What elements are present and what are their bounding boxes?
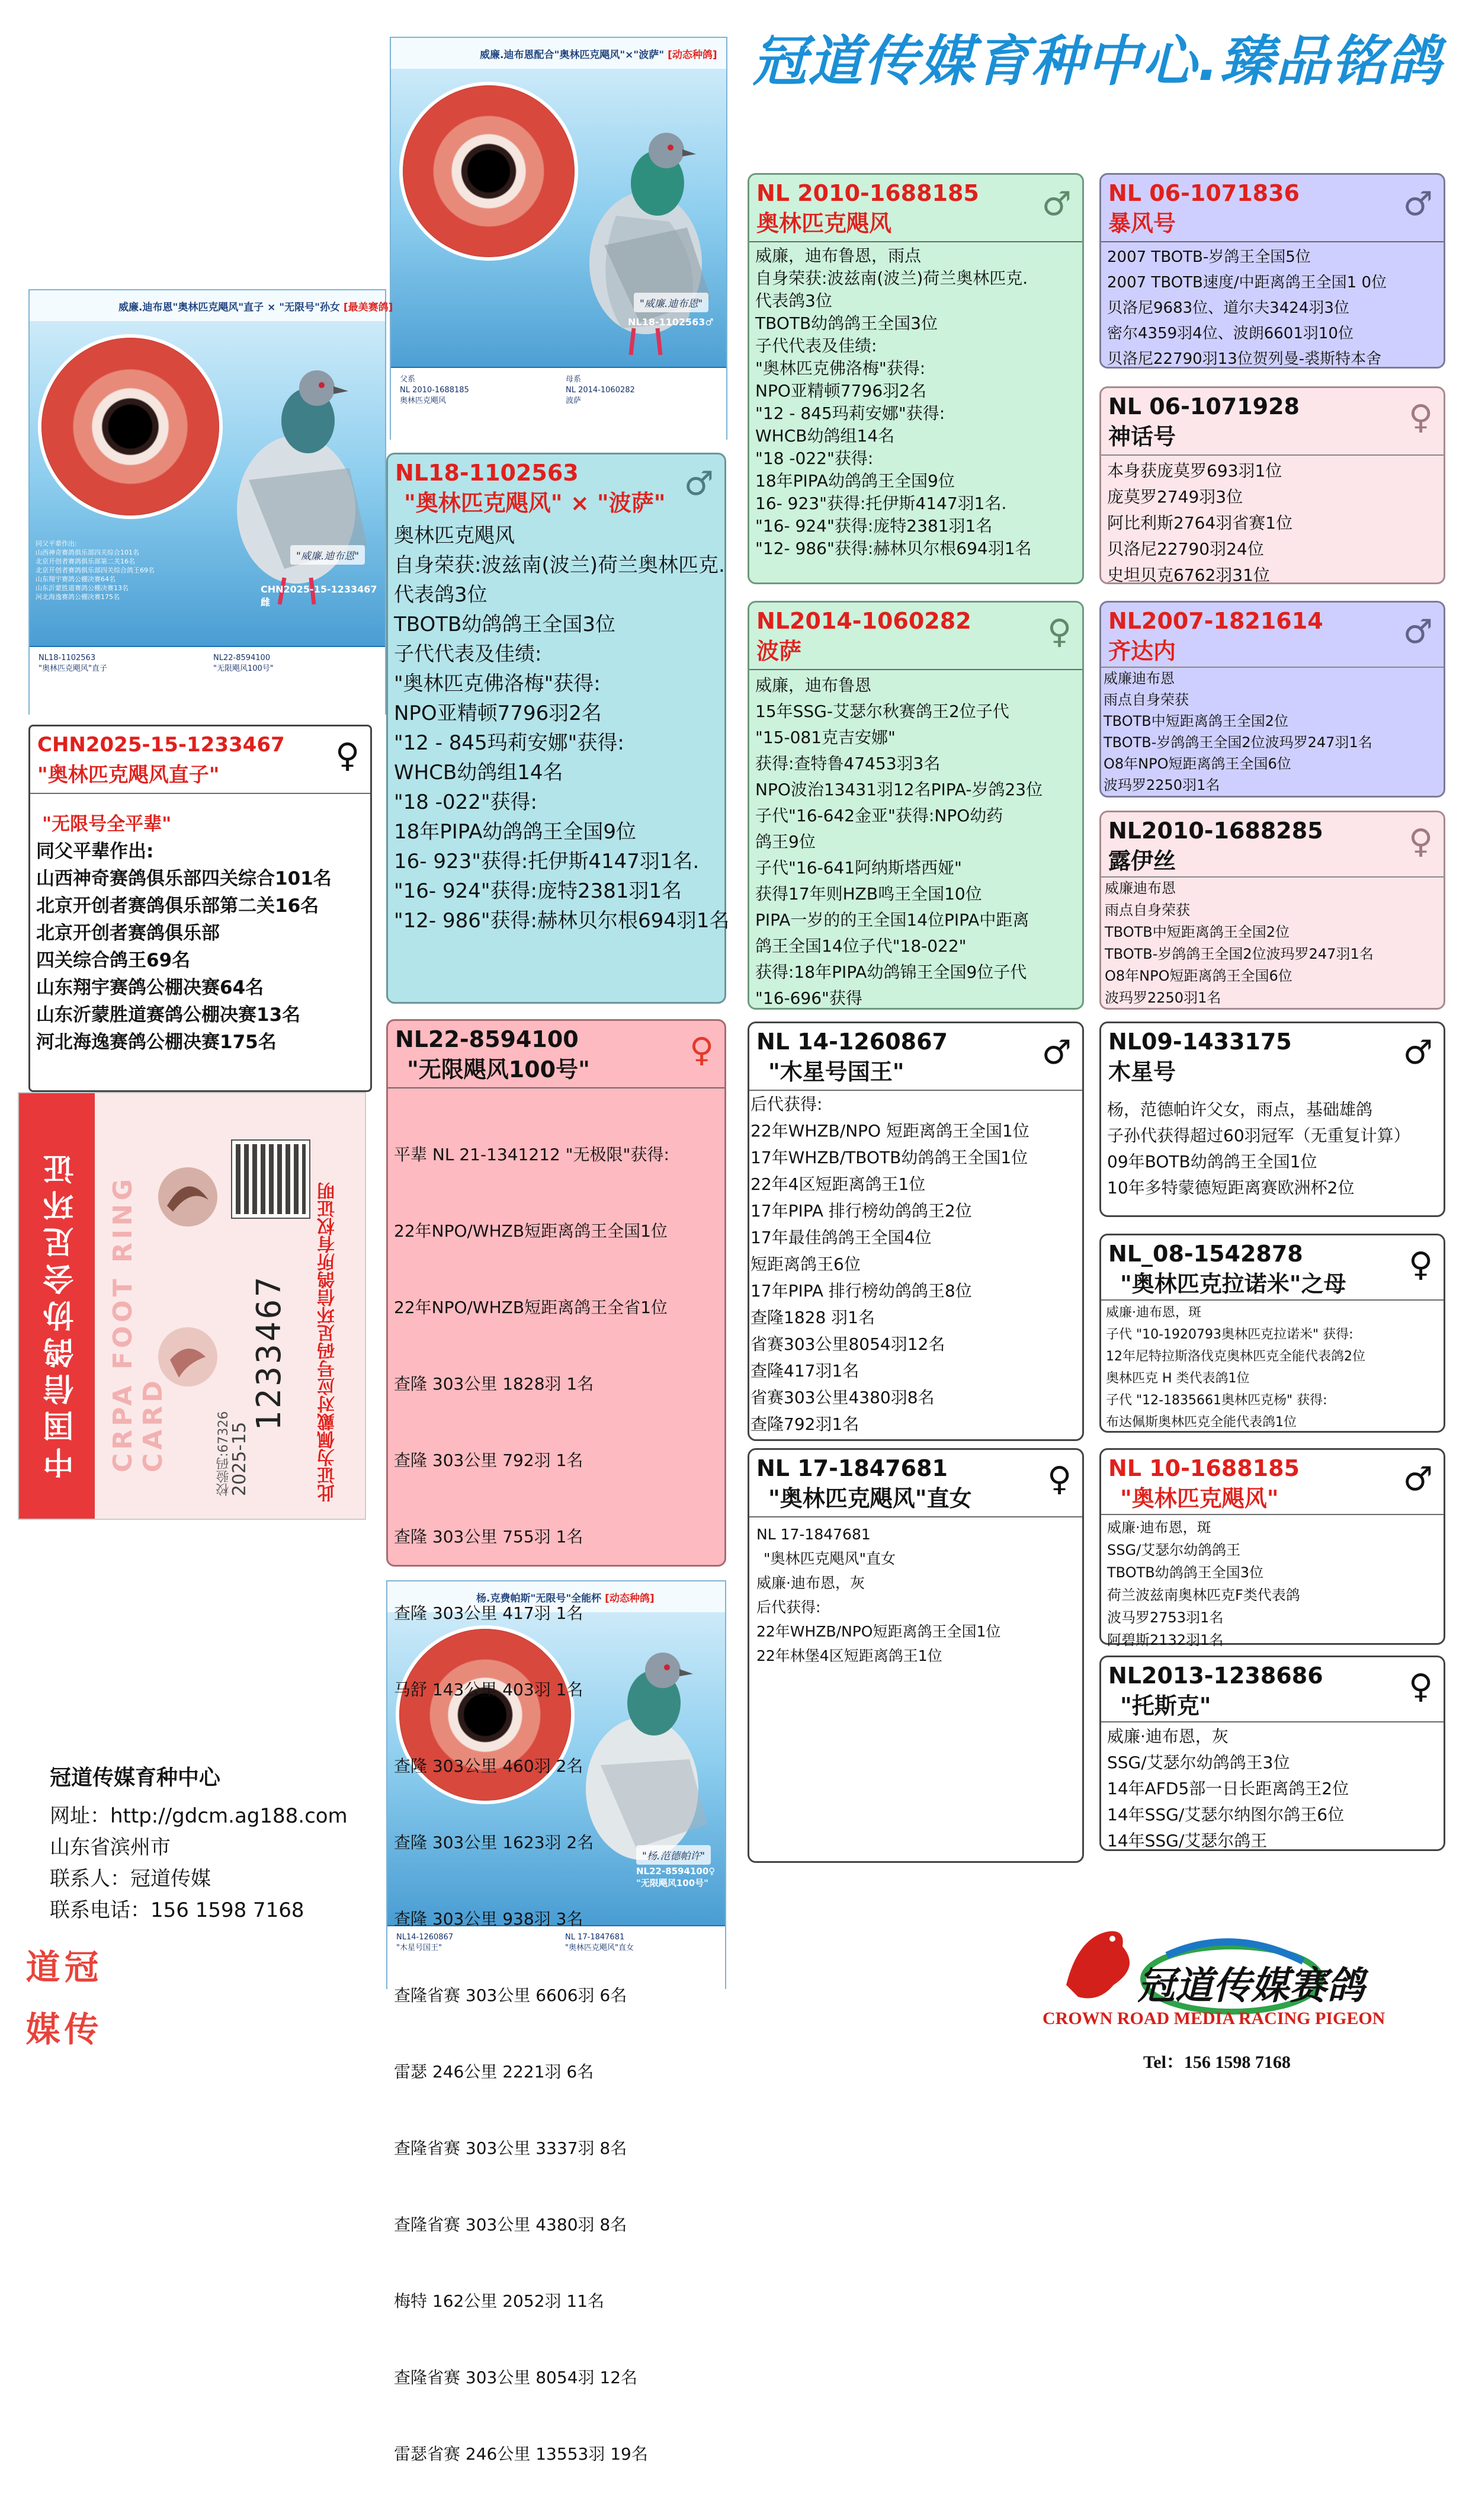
pedigree-box-nl08-1542878	[1099, 1234, 1445, 1433]
box-body: 后代获得: 22年WHZB/NPO 短距离鸽王全国1位 17年WHZB/TBOTB幼鸽鸽王全国1位 22年4区短距离鸽王1位 17年PIPA 排行榜幼鸽鸽王2位 17年最佳鸽鸽王全国4位 短距离鸽王6位 17年PIPA 排行榜幼鸽鸽王8位 查隆1828 羽1名 省赛303公里8054羽12名 查隆417羽1名 省赛303公里4380羽8名 查隆792羽1名	[750, 1094, 1029, 1434]
box-header	[30, 726, 370, 794]
pigeon-name: "奥林匹克飓风" × "波萨"	[404, 490, 666, 516]
pedigree-box-nl2013-1238686	[1099, 1656, 1445, 1851]
male-icon: ♂	[684, 465, 714, 503]
female-icon: ♀	[1408, 822, 1433, 861]
box-header	[1101, 603, 1444, 667]
male-icon: ♂	[1403, 613, 1433, 651]
box-header	[388, 1021, 724, 1088]
seal-char: 媒	[25, 2009, 60, 2050]
male-icon: ♂	[1403, 185, 1433, 223]
box-header	[749, 175, 1082, 242]
crpa-emblem-icon	[155, 1164, 220, 1229]
foot-ring-card	[18, 1092, 366, 1520]
ring-number: NL 17-1847681	[756, 1455, 948, 1481]
ring-number: NL_08-1542878	[1108, 1241, 1303, 1267]
seal-char: 冠	[64, 1947, 99, 1987]
pigeon-image	[213, 361, 379, 610]
ring-number: NL2007-1821614	[1108, 608, 1323, 634]
box-header	[749, 603, 1082, 670]
photo-ring-number: NL22-8594100♀ "无限飓风100号"	[636, 1866, 716, 1888]
photo-panel-right: 母系 NL 2014-1060282 波萨	[566, 375, 635, 405]
ring-card-note: 此证为佩戴对应号码足环信鸽所有权证明	[317, 1182, 338, 1502]
ring-card-number: 1233467	[250, 1274, 288, 1431]
box-body: 威廉迪布恩 雨点自身荣获 TBOTB中短距离鸽王全国2位 TBOTB-岁鸽鸽王全国2位波玛罗247羽1名 O8年NPO短距离鸽王全国6位 波玛罗2250羽1名	[1101, 667, 1444, 796]
pigeon-logo-icon	[155, 1324, 220, 1389]
pedigree-box-nl2014-1060282	[748, 601, 1084, 1010]
contact-website: 网址：http://gdcm.ag188.com	[50, 1804, 348, 1828]
box-header	[1101, 175, 1444, 242]
pedigree-box-nl06-1071928	[1099, 386, 1445, 584]
seal-char: 传	[64, 2009, 99, 2050]
male-icon: ♂	[1041, 185, 1072, 223]
pigeon-eye-image	[41, 338, 219, 515]
ring-number: CHN2025-15-1233467	[37, 733, 285, 757]
ring-number: NL 10-1688185	[1108, 1455, 1300, 1481]
brand-logo	[1043, 1914, 1445, 2074]
ring-number: NL2010-1688285	[1108, 818, 1323, 844]
qr-code-icon	[232, 1141, 309, 1218]
contact-address: 山东省滨州市	[50, 1836, 171, 1859]
photo-caption: "威廉.迪布恩"	[634, 293, 708, 312]
contact-block	[50, 1763, 370, 1926]
seal-char: 道	[25, 1947, 60, 1987]
ring-number: NL 14-1260867	[756, 1029, 948, 1055]
box-header	[749, 1023, 1082, 1091]
pigeon-name: 奥林匹克飓风	[756, 210, 892, 236]
ring-card-pwd: 校验码:67326	[216, 1411, 231, 1496]
contact-person: 联系人：冠道传媒	[50, 1867, 211, 1891]
contact-phone: 联系电话：156 1598 7168	[50, 1898, 304, 1922]
box-header	[1101, 1657, 1444, 1722]
pigeon-name: 波萨	[756, 638, 802, 664]
photo-panel-left: NL14-1260867 "木星号国王"	[396, 1933, 454, 1952]
photo-panel-left: 父系 NL 2010-1688185 奥林匹克飓风	[400, 375, 469, 405]
photo-panel-left: NL18-1102563 "奥林匹克飓风"直子	[39, 654, 107, 673]
photo-strip-title: 威廉.迪布恩"奥林匹克飓风"直子 × "无限号"孙女 [最美赛鸽]	[30, 290, 385, 321]
photo-caption: "杨.范德帕许"	[636, 1845, 711, 1865]
male-icon: ♂	[1041, 1033, 1072, 1072]
box-body: 本身获庞莫罗693羽1位 庞莫罗2749羽3位 阿比利斯2764羽省赛1位 贝洛尼22790羽24位 史坦贝克6762羽31位	[1101, 454, 1444, 591]
box-body: 奥林匹克飓风 自身荣获:波兹南(波兰)荷兰奥林匹克. 代表鸽3位 TBOTB幼鸽鸽王全国3位 子代代表及佳绩: "奥林匹克佛洛梅"获得: NPO亚精顿7796羽2名 "12 - 845玛莉安娜"获得: WHCB幼鸽组14名 "18 -022"获得: 18年PIPA幼鸽鸽王全国9位 16- 923"获得:托伊斯4147羽1名. "16- 924"获得:庞特2381羽1名 "12- 986"获得:赫林贝尔根694羽1名	[394, 524, 730, 933]
box-header	[1101, 1235, 1444, 1301]
brand-english: CROWN ROAD MEDIA RACING PIGEON	[1043, 2009, 1385, 2028]
pigeon-name: "托斯克"	[1120, 1693, 1211, 1719]
female-icon: ♀	[1408, 1667, 1433, 1706]
box-body: 2007 TBOTB-岁鸽王全国5位 2007 TBOTB速度/中距离鸽王全国1 0位 贝洛尼9683位、道尔夫3424羽3位 密尔4359羽4位、波朗6601羽10位 贝洛尼22790羽13位贺列曼-裘斯特本舍	[1107, 248, 1387, 368]
photo-ring-number: CHN2025-15-1233467雌	[261, 584, 377, 608]
pigeon-name: "奥林匹克飓风直子"	[37, 763, 220, 787]
photo-left-text: 同父平辈作出: 山西神奇赛鸽俱乐部四关综合101名 北京开创者赛鸽俱乐部第二关16名 北京开创者赛鸽俱乐部四关综合鸽王69名 山东翔宇赛鸽公棚决赛64名 山东沂蒙胜道赛鸽公棚决赛13名 河北海逸赛鸽公棚决赛175名	[36, 540, 155, 601]
box-body: "无限号全平辈" 同父平辈作出: 山西神奇赛鸽俱乐部四关综合101名 北京开创者赛鸽俱乐部第二关16名 北京开创者赛鸽俱乐部 四关综合鸽王69名 山东翔宇赛鸽公棚决赛64名 山东沂蒙胜道赛鸽公棚决赛13名 河北海逸赛鸽公棚决赛175名	[36, 814, 332, 1053]
pigeon-eye-image	[403, 85, 575, 257]
pigeon-name: 神话号	[1108, 424, 1176, 450]
pigeon-name: 木星号	[1108, 1059, 1176, 1085]
red-seal-stamp	[24, 1938, 101, 2062]
box-header	[1101, 388, 1444, 454]
pedigree-box-chn2025-15-1233467	[28, 725, 372, 1092]
box-header	[1101, 812, 1444, 876]
photo-ring-number: NL18-1102563♂	[628, 316, 714, 328]
box-body: 威廉·迪布恩，斑 SSG/艾瑟尔幼鸽鸽王 TBOTB幼鸽鸽王全国3位 荷兰波兹南奥林匹克F类代表鸽 波马罗2753羽1名 阿碧斯2132羽1名	[1107, 1519, 1300, 1648]
pedigree-box-nl2010-1688185	[748, 173, 1084, 584]
male-icon: ♂	[1403, 1460, 1433, 1498]
pigeon-name: "奥林匹克飓风"直女	[768, 1485, 972, 1512]
pigeon-name: 露伊丝	[1108, 848, 1176, 874]
pedigree-box-nl2010-1688285	[1099, 811, 1445, 1010]
pedigree-box-nl2007-1821614	[1099, 601, 1445, 798]
box-body: 杨，范德帕许父女，雨点，基础雄鸽 子孙代获得超过60羽冠军（无重复计算） 09年BOTB幼鸽鸽王全国1位 10年多特蒙德短距离赛欧洲杯2位	[1107, 1100, 1410, 1197]
ring-number: NL 06-1071836	[1108, 180, 1300, 206]
box-header	[1101, 1450, 1444, 1515]
pigeon-name: "奥林匹克拉诺米"之母	[1120, 1271, 1346, 1297]
ring-number: NL 2010-1688185	[756, 180, 979, 206]
ring-number: NL09-1433175	[1108, 1029, 1292, 1055]
pedigree-box-nl17-1847681	[748, 1448, 1084, 1863]
female-icon: ♀	[1047, 613, 1072, 651]
box-body: 威廉，迪布鲁恩，雨点 自身荣获:波兹南(波兰)荷兰奥林匹克. 代表鸽3位 TBOTB幼鸽鸽王全国3位 子代代表及佳绩: "奥林匹克佛洛梅"获得: NPO亚精顿7796羽2名 "12 - 845玛莉安娜"获得: WHCB幼鸽组14名 "18 -022"获得: 18年PIPA幼鸽鸽王全国9位 16- 923"获得:托伊斯4147羽1名. "16- 924"获得:庞特2381羽1名 "12- 986"获得:赫林贝尔根694羽1名	[755, 246, 1032, 558]
contact-title: 冠道传媒育种中心	[50, 1766, 221, 1790]
ring-number: NL22-8594100	[395, 1026, 579, 1052]
photo-strip-title: 杨.克费帕斯"无限号"全能杯 [动态种鸽]	[387, 1581, 725, 1612]
ring-number: NL 06-1071928	[1108, 393, 1300, 420]
pigeon-name: 暴风号	[1108, 210, 1176, 236]
box-body: NL 17-1847681 "奥林匹克飓风"直女 威廉·迪布恩，灰 后代获得: 22年WHZB/NPO短距离鸽王全国1位 22年林堡4区短距离鸽王1位	[756, 1526, 1001, 1664]
pedigree-box-nl09-1433175	[1099, 1022, 1445, 1217]
brand-tel: Tel：156 1598 7168	[1143, 2052, 1291, 2072]
ring-card-title: 中国信鸽协会足环证	[44, 1148, 79, 1478]
box-body: 平辈 NL 21-1341212 "无极限"获得: 22年NPO/WHZB短距离鸽王全国1位 22年NPO/WHZB短距离鸽王全省1位 查隆 303公里 1828羽 1名 查隆 303公里 792羽 1名 查隆 303公里 755羽 1名 查隆 303公里 417羽 1名 马舒 143公里 403羽 1名 查隆 303公里 460羽 2名 查隆 303公里 1623羽 2名 查隆 303公里 938羽 3名 查隆省赛 303公里 6606羽 6名 雷瑟 246公里 2221羽 6名 查隆省赛 303公里 3337羽 8名 查隆省赛 303公里 4380羽 8名 梅特 162公里 2052羽 11名 查隆省赛 303公里 8054羽 12名 雷瑟省赛 246公里 13553羽 19名	[394, 1145, 669, 2464]
pedigree-photo-left	[28, 289, 393, 715]
ring-number: NL2013-1238686	[1108, 1663, 1323, 1689]
box-body: 威廉·迪布恩，斑 子代 "10-1920793奥林匹克拉诺米" 获得: 12年尼特拉斯洛伐克奥林匹克全能代表鸽2位 奥林匹克 H 类代表鸽1位 子代 "12-1835661奥林匹克杨" 获得: 布达佩斯奥林匹克全能代表鸽1位	[1106, 1305, 1365, 1430]
female-icon: ♀	[1408, 1245, 1433, 1284]
ring-card-year-code: 2025-15	[229, 1421, 250, 1496]
female-icon: ♀	[689, 1031, 714, 1070]
box-header	[388, 454, 724, 521]
pigeon-name: "奥林匹克飓风"	[1120, 1485, 1279, 1512]
photo-strip-title: 威廉.迪布恩配合"奥林匹克飓风"×"波萨" [动态种鸽]	[391, 38, 726, 69]
pedigree-photo-top	[390, 37, 727, 440]
pigeon-name: 齐达内	[1108, 638, 1176, 664]
female-icon: ♀	[1408, 398, 1433, 437]
box-body: 威廉迪布恩 雨点自身荣获 TBOTB中短距离鸽王全国2位 TBOTB-岁鸽鸽王全国2位波玛罗247羽1名 O8年NPO短距离鸽王全国6位 波玛罗2250羽1名	[1101, 876, 1444, 1009]
ring-card-en-title: CRPA FOOT RING CARD	[108, 1175, 168, 1472]
female-icon: ♀	[1047, 1460, 1072, 1498]
ring-number: NL2014-1060282	[756, 608, 971, 634]
female-icon: ♀	[335, 737, 360, 775]
photo-caption: "威廉.迪布恩"	[290, 545, 365, 565]
male-icon: ♂	[1403, 1033, 1433, 1072]
page-title: 冠道传媒育种中心.臻品铭鸽	[752, 30, 1442, 93]
pigeon-name: "无限飓风100号"	[407, 1056, 590, 1083]
pedigree-box-nl06-1071836	[1099, 173, 1445, 369]
photo-panel-right: NL22-8594100 "无限飓风100号"	[213, 654, 274, 673]
box-header	[749, 1450, 1082, 1517]
brand-name: 冠道传媒赛鸽	[1137, 1964, 1365, 2008]
pedigree-box-nl10-1688185	[1099, 1448, 1445, 1648]
pedigree-box-nl18-1102563	[386, 453, 730, 1004]
pigeon-name: "木星号国王"	[768, 1059, 905, 1085]
photo-panel-right: NL 17-1847681 "奥林匹克飓风"直女	[565, 1933, 634, 1952]
pedigree-box-nl14-1260867	[748, 1022, 1084, 1441]
pigeon-image	[569, 127, 723, 364]
box-header	[1101, 1023, 1444, 1090]
box-body: 威廉·迪布恩，灰 SSG/艾瑟尔幼鸽鸽王3位 14年AFD5部一日长距离鸽王2位 14年SSG/艾瑟尔纳图尔鸽王6位 14年SSG/艾瑟尔鸽王	[1107, 1727, 1349, 1850]
box-body: 威廉，迪布鲁恩 15年SSG-艾瑟尔秋赛鸽王2位子代 "15-081克吉安娜" 获得:查特鲁47453羽3名 NPO波治13431羽12名PIPA-岁鸽23位 子代"16-642金亚"获得:NPO幼药 鸽王9位 子代"16-641阿纳斯塔西娅" 获得17年则HZB鸣王全国10位 PIPA一岁的的王全国14位PIPA中距离 鸽王全国14位子代"18-022" 获得:18年PIPA幼鸽锦王全国9位子代 "16-696"获得	[755, 675, 1043, 1008]
ring-number: NL18-1102563	[395, 460, 579, 486]
